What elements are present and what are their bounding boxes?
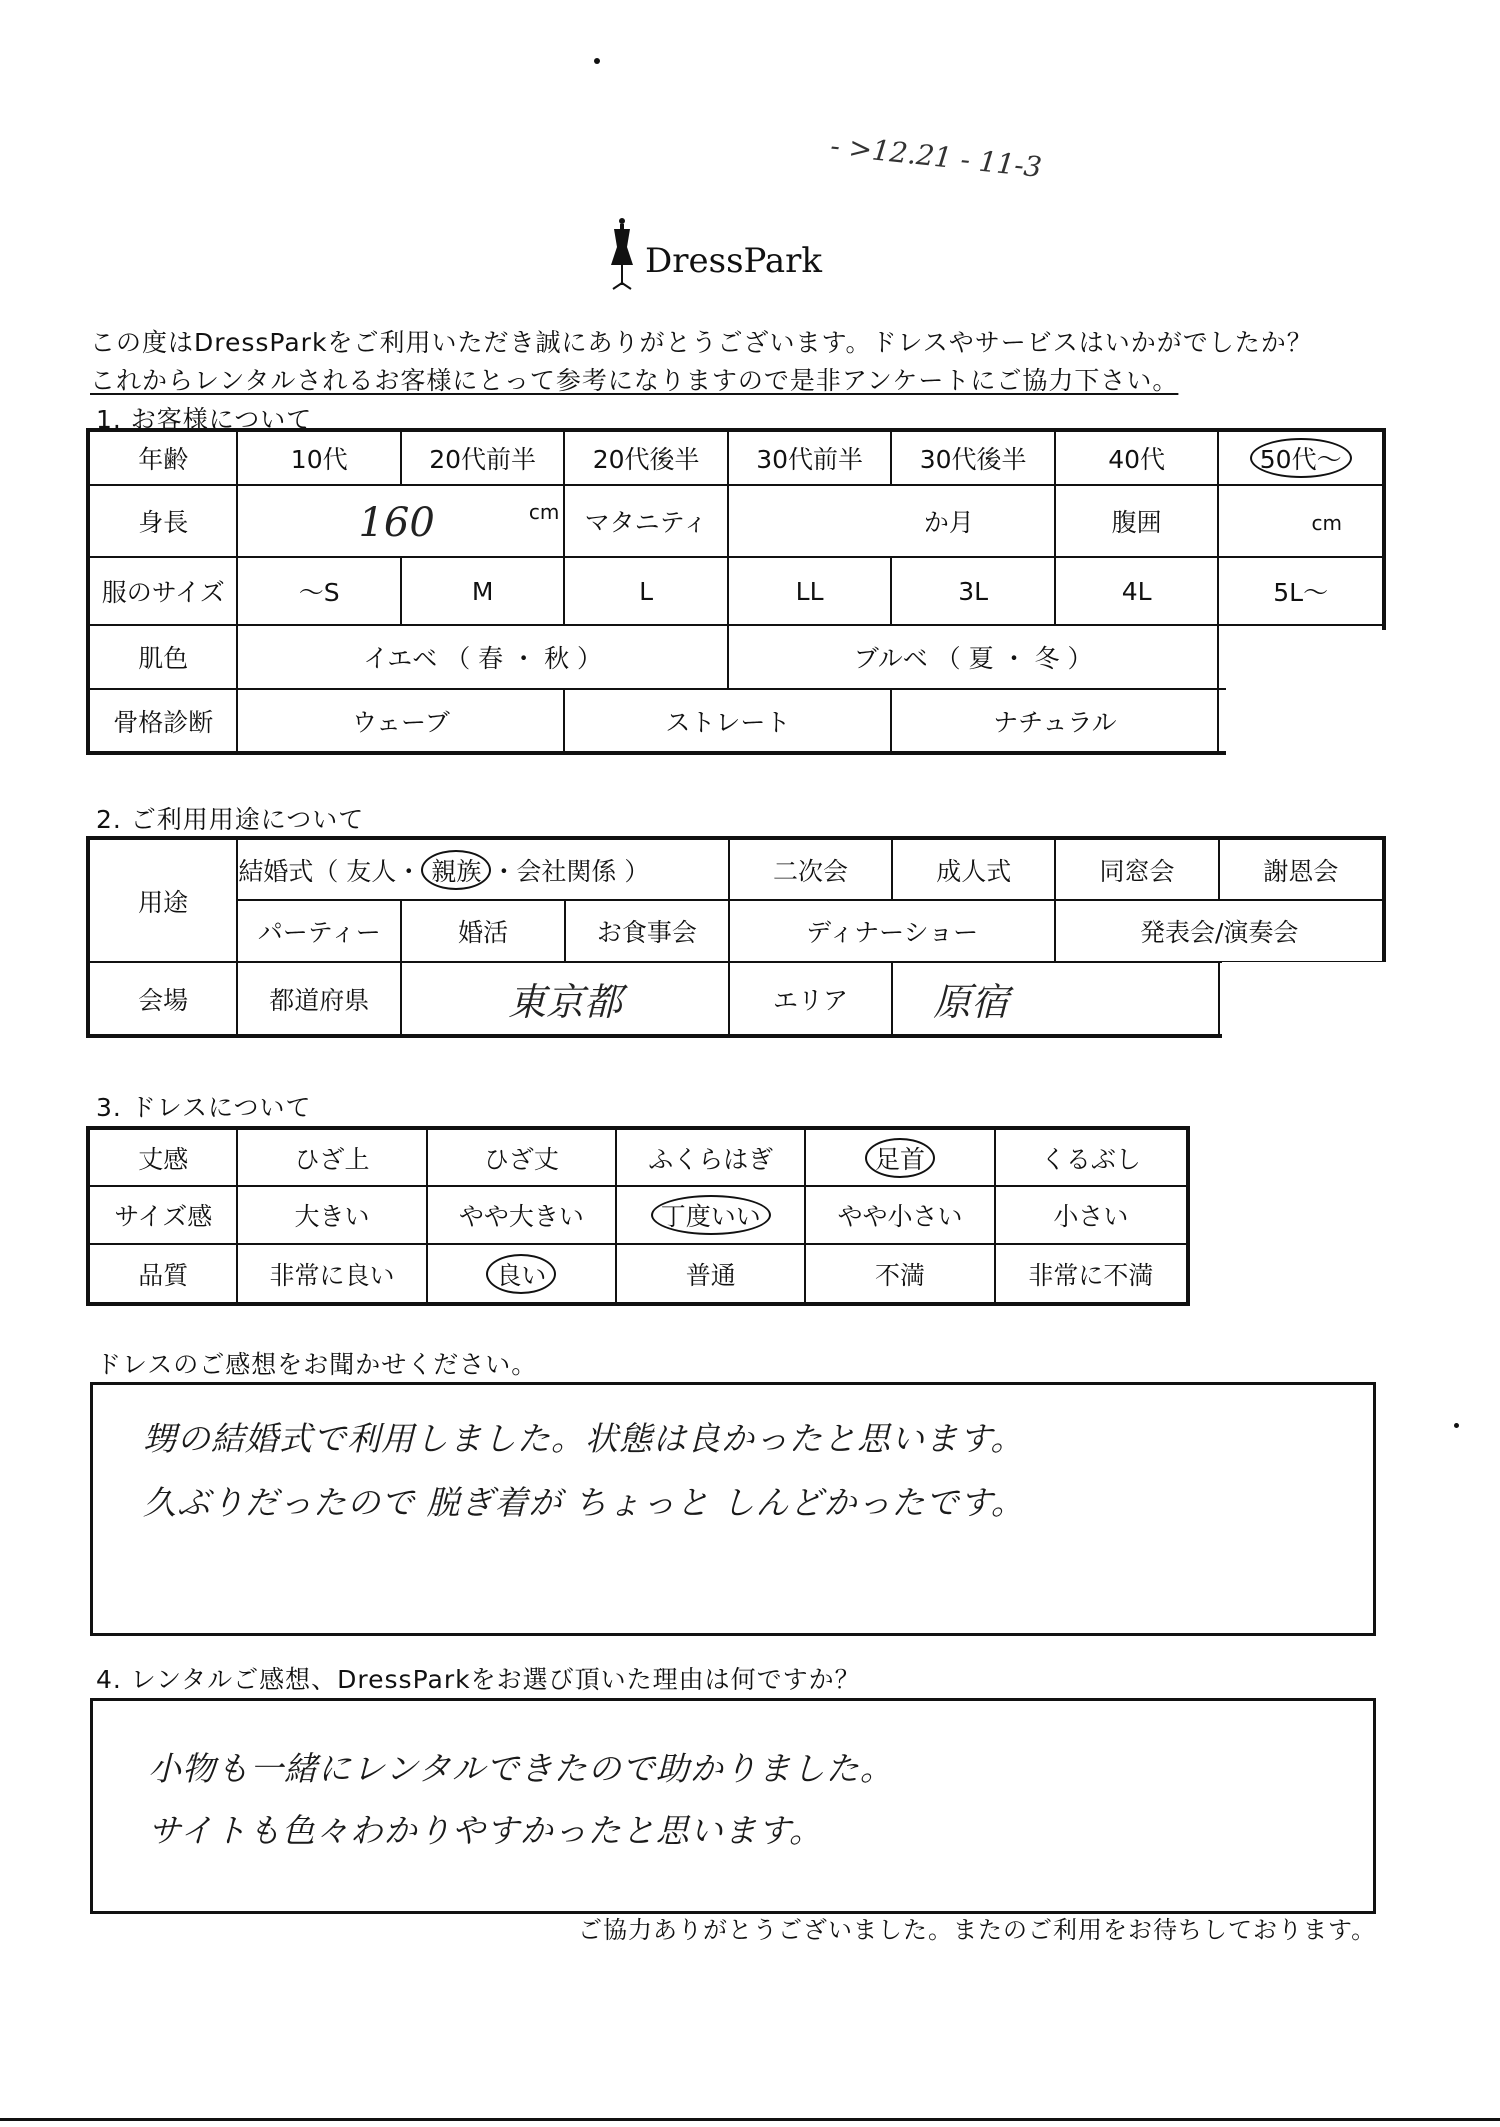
skin-row — [88, 625, 1384, 689]
brand-name: DressPark — [645, 241, 823, 281]
table-notch-mask — [1222, 962, 1402, 1052]
fit-row — [88, 1186, 1188, 1244]
skin-blue-option[interactable]: ブルベ （ 夏 ・ 冬 ） — [728, 625, 1219, 689]
quality-label: 品質 — [88, 1244, 237, 1304]
reason-textarea[interactable] — [90, 1698, 1376, 1914]
frame-option[interactable]: ナチュラル — [891, 689, 1218, 753]
wedding-company[interactable]: 会社関係 — [516, 856, 617, 886]
selection-circle: 足首 — [865, 1138, 935, 1178]
frame-option[interactable]: ストレート — [564, 689, 891, 753]
age-label: 年齢 — [88, 430, 237, 485]
height-row — [88, 485, 1384, 557]
area-field[interactable] — [892, 962, 1219, 1036]
wedding-option[interactable] — [237, 838, 729, 900]
age-option-selected[interactable] — [1218, 430, 1384, 485]
intro-line-1: この度はDressParkをご利用いただき誠にありがとうございます。ドレスやサービスはいかがでしたか？ — [90, 328, 1313, 357]
impression-line: 甥の結婚式で利用しました。状態は良かったと思います。 — [143, 1419, 1025, 1458]
quality-option[interactable]: 普通 — [616, 1244, 805, 1304]
bottom-rule — [0, 2118, 1500, 2121]
age-row — [88, 430, 1384, 485]
dress-table — [86, 1126, 1190, 1306]
length-option[interactable]: ひざ丈 — [427, 1128, 616, 1186]
quality-option[interactable]: 非常に不満 — [995, 1244, 1188, 1304]
waist-label: 腹囲 — [1055, 485, 1218, 557]
usage-row-1 — [88, 838, 1384, 900]
skin-label: 肌色 — [88, 625, 237, 689]
impression-textarea[interactable] — [90, 1382, 1376, 1636]
frame-option[interactable]: ウェーブ — [237, 689, 564, 753]
handwritten-date-scribble: - >12.21 - 11-3 — [828, 129, 1044, 184]
fit-option[interactable]: 小さい — [995, 1186, 1188, 1244]
fit-option[interactable]: 大きい — [237, 1186, 426, 1244]
size-option[interactable]: 4L — [1055, 557, 1218, 625]
quality-option-selected[interactable] — [427, 1244, 616, 1304]
impression-prompt: ドレスのご感想をお聞かせください。 — [96, 1350, 538, 1379]
length-option[interactable]: ひざ上 — [237, 1128, 426, 1186]
usage-option[interactable]: 婚活 — [401, 900, 565, 962]
size-option[interactable]: M — [401, 557, 564, 625]
reason-line: 小物も一緒にレンタルできたので助かりました。 — [148, 1749, 894, 1788]
size-option[interactable]: LL — [728, 557, 892, 625]
height-unit: cm — [528, 500, 560, 524]
scan-dot — [1454, 1423, 1459, 1428]
skin-yellow-option[interactable]: イエベ （ 春 ・ 秋 ） — [237, 625, 727, 689]
section3-title: 3. ドレスについて — [96, 1093, 312, 1122]
prefecture-label: 都道府県 — [237, 962, 401, 1036]
size-option[interactable]: L — [564, 557, 727, 625]
usage-row-2 — [88, 900, 1384, 962]
usage-option[interactable]: お食事会 — [565, 900, 729, 962]
wedding-friend[interactable]: 友人 — [346, 856, 397, 886]
size-option[interactable]: 3L — [891, 557, 1055, 625]
usage-option[interactable]: パーティー — [237, 900, 401, 962]
scan-dot — [594, 58, 600, 64]
intro-line-2: これからレンタルされるお客様にとって参考になりますので是非アンケートにご協力下さい。 — [90, 366, 1179, 395]
age-option[interactable]: 20代後半 — [564, 430, 727, 485]
wedding-family-selected[interactable]: 親族 — [421, 850, 491, 890]
reason-line: サイトも色々わかりやすかったと思います。 — [148, 1811, 824, 1850]
age-option[interactable]: 30代前半 — [728, 430, 892, 485]
footer-thanks: ご協力ありがとうございました。またのご利用をお待ちしております。 — [578, 1916, 1377, 1944]
usage-option[interactable]: ディナーショー — [729, 900, 1056, 962]
age-option[interactable]: 30代後半 — [891, 430, 1055, 485]
waist-unit: cm — [1311, 510, 1342, 535]
separator: ・ — [396, 856, 422, 886]
size-row — [88, 557, 1384, 625]
section4-title: 4. レンタルご感想、DressParkをお選び頂いた理由は何ですか？ — [96, 1665, 861, 1694]
selection-circle: 50代〜 — [1250, 438, 1352, 478]
length-option[interactable]: くるぶし — [995, 1128, 1188, 1186]
usage-option[interactable]: 同窓会 — [1055, 838, 1218, 900]
dress-form-icon — [605, 215, 639, 295]
area-value: 原宿 — [933, 980, 1010, 1024]
length-option-selected[interactable] — [805, 1128, 994, 1186]
separator: ・ — [491, 856, 517, 886]
height-value: 160 — [358, 500, 435, 546]
maternity-unit: か月 — [923, 508, 974, 537]
length-row — [88, 1128, 1188, 1186]
wedding-prefix: 結婚式（ — [238, 856, 339, 886]
length-label: 丈感 — [88, 1128, 237, 1186]
size-option[interactable]: 〜S — [237, 557, 400, 625]
customer-info-table — [86, 428, 1386, 755]
size-label: 服のサイズ — [88, 557, 237, 625]
fit-option[interactable]: やや大きい — [427, 1186, 616, 1244]
section2-title: 2. ご利用用途について — [96, 805, 365, 834]
maternity-label: マタニティ — [564, 485, 727, 557]
maternity-field[interactable] — [728, 485, 1055, 557]
quality-row — [88, 1244, 1188, 1304]
usage-option[interactable]: 発表会/演奏会 — [1055, 900, 1384, 962]
usage-option[interactable]: 成人式 — [892, 838, 1055, 900]
age-option[interactable]: 20代前半 — [401, 430, 564, 485]
size-option[interactable]: 5L〜 — [1218, 557, 1384, 625]
prefecture-value: 東京都 — [507, 980, 622, 1024]
venue-row — [88, 962, 1384, 1036]
length-option[interactable]: ふくらはぎ — [616, 1128, 805, 1186]
height-field[interactable] — [237, 485, 564, 557]
purpose-label: 用途 — [88, 838, 237, 962]
waist-field[interactable] — [1218, 485, 1384, 557]
fit-option-selected[interactable] — [616, 1186, 805, 1244]
impression-line: 久ぶりだったので 脱ぎ着が ちょっと しんどかったです。 — [143, 1483, 1025, 1522]
age-option[interactable]: 10代 — [237, 430, 400, 485]
usage-table — [86, 836, 1386, 1038]
quality-option[interactable]: 非常に良い — [237, 1244, 426, 1304]
area-label: エリア — [729, 962, 892, 1036]
frame-row — [88, 689, 1384, 753]
selection-circle: 丁度いい — [651, 1195, 771, 1235]
prefecture-field[interactable] — [401, 962, 729, 1036]
height-label: 身長 — [88, 485, 237, 557]
dresspark-logo — [605, 215, 845, 295]
table-notch-mask — [1226, 630, 1396, 770]
fit-option[interactable]: やや小さい — [805, 1186, 994, 1244]
frame-label: 骨格診断 — [88, 689, 237, 753]
selection-circle: 良い — [486, 1254, 556, 1294]
section1-title: 1. お客様について — [96, 405, 313, 434]
usage-option[interactable]: 謝恩会 — [1219, 838, 1384, 900]
age-option[interactable]: 40代 — [1055, 430, 1218, 485]
quality-option[interactable]: 不満 — [805, 1244, 994, 1304]
fit-label: サイズ感 — [88, 1186, 237, 1244]
wedding-suffix: ） — [624, 856, 650, 886]
venue-label: 会場 — [88, 962, 237, 1036]
usage-option[interactable]: 二次会 — [729, 838, 892, 900]
